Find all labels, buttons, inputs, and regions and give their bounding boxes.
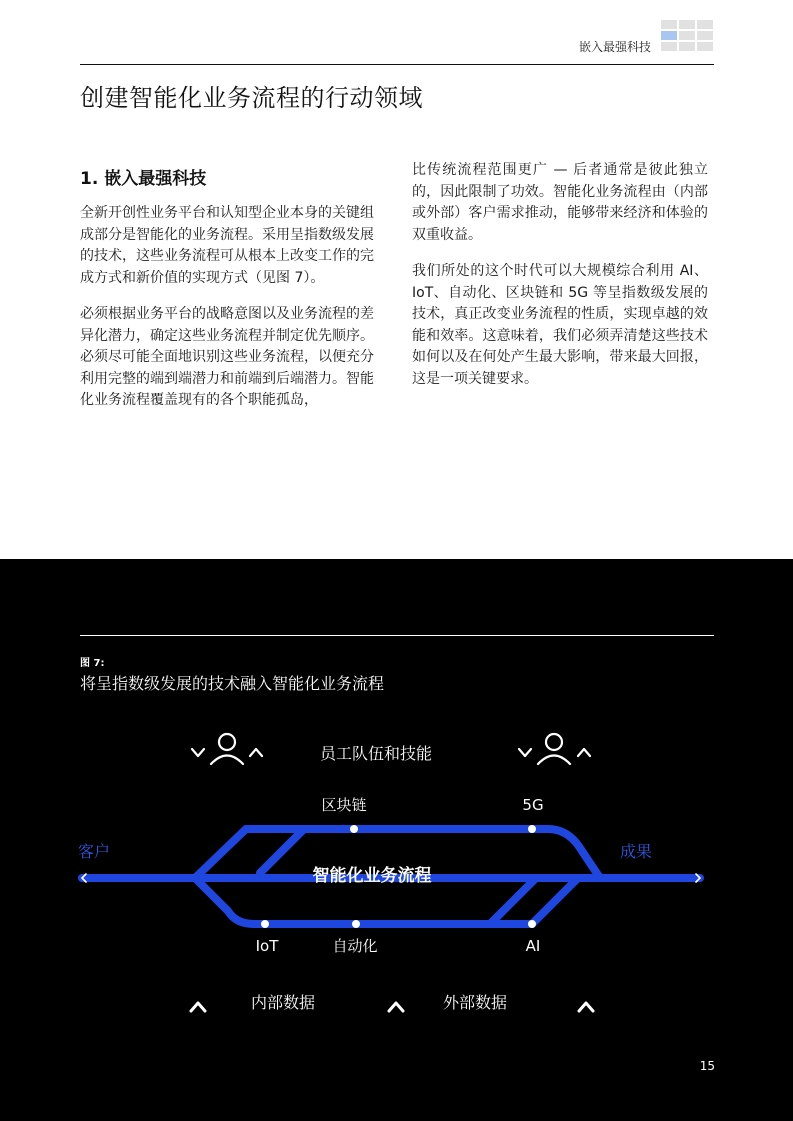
person-icon bbox=[219, 734, 235, 750]
article-section bbox=[0, 0, 793, 559]
figure-title: 将呈指数级发展的技术融入智能化业务流程 bbox=[80, 674, 385, 693]
tech-label-ai: AI bbox=[525, 937, 541, 955]
header-section-label: 嵌入最强科技 bbox=[578, 40, 651, 54]
data-external-label: 外部数据 bbox=[442, 993, 508, 1012]
chevron-up-icon bbox=[578, 749, 590, 756]
tech-label-blockchain: 区块链 bbox=[321, 796, 367, 814]
paragraph: 必须根据业务平台的战略意图以及业务流程的差异化潜力，确定这些业务流程并制定优先顺序。必须尽可能全面地识别这些业务流程，以便充分利用完整的端到端潜力和前端到后端潜力。智能化业务流程覆盖现有的各个职能孤岛， bbox=[80, 306, 374, 408]
paragraph: 比传统流程范围更广 — 后者通常是彼此独立的，因此限制了功效。智能化业务流程由（内部或外部）客户需求推动，能够带来经济和体验的双重收益。 bbox=[412, 162, 708, 243]
chevron-up-icon bbox=[250, 749, 262, 756]
node-5g bbox=[528, 825, 536, 833]
chevron-up-icon bbox=[579, 1003, 593, 1011]
node-blockchain bbox=[350, 825, 358, 833]
header-divider bbox=[80, 64, 714, 65]
right-endpoint-label: 成果 bbox=[620, 842, 653, 861]
page-number: 15 bbox=[699, 1059, 715, 1073]
paragraph: 全新开创性业务平台和认知型企业本身的关键组成部分是智能化的业务流程。采用呈指数级发展的技术，这些业务流程可从根本上改变工作的完成方式和新价值的实现方式（见图 7）。 bbox=[80, 205, 374, 286]
tech-label-automation: 自动化 bbox=[332, 937, 378, 955]
workforce-icon-left bbox=[192, 734, 262, 764]
chevron-down-icon bbox=[192, 749, 204, 756]
intelligent-workflow-diagram bbox=[0, 559, 793, 1121]
person-icon bbox=[546, 734, 562, 750]
chevron-up-icon bbox=[389, 1003, 403, 1011]
section-heading: 1. 嵌入最强科技 bbox=[80, 169, 207, 189]
workforce-icon-right bbox=[519, 734, 590, 764]
figure-section bbox=[0, 559, 793, 1121]
workforce-label: 员工队伍和技能 bbox=[319, 744, 433, 763]
node-automation bbox=[352, 920, 360, 928]
chevron-up-icon bbox=[191, 1003, 205, 1011]
node-ai bbox=[528, 920, 536, 928]
left-endpoint-label: 客户 bbox=[78, 842, 111, 861]
page-title: 创建智能化业务流程的行动领域 bbox=[80, 84, 423, 112]
text-column-left bbox=[80, 203, 374, 427]
section-grid-icon bbox=[661, 20, 714, 53]
data-internal-label: 内部数据 bbox=[250, 993, 316, 1012]
chevron-down-icon bbox=[519, 749, 531, 756]
tech-label-5g: 5G bbox=[522, 796, 544, 814]
tech-label-iot: IoT bbox=[255, 937, 279, 955]
node-iot bbox=[261, 920, 269, 928]
text-column-right bbox=[412, 160, 708, 405]
process-center-label: 智能化业务流程 bbox=[312, 866, 432, 886]
figure-label: 图 7: bbox=[80, 658, 105, 669]
paragraph: 我们所处的这个时代可以大规模综合利用 AI、IoT、自动化、区块链和 5G 等呈指数级发展的技术，真正改变业务流程的性质，实现卓越的效能和效率。这意味着，我们必须弄清楚这些技术如何以及在何处产生最大影响，带来最大回报，这是一项关键要求。 bbox=[412, 263, 708, 387]
